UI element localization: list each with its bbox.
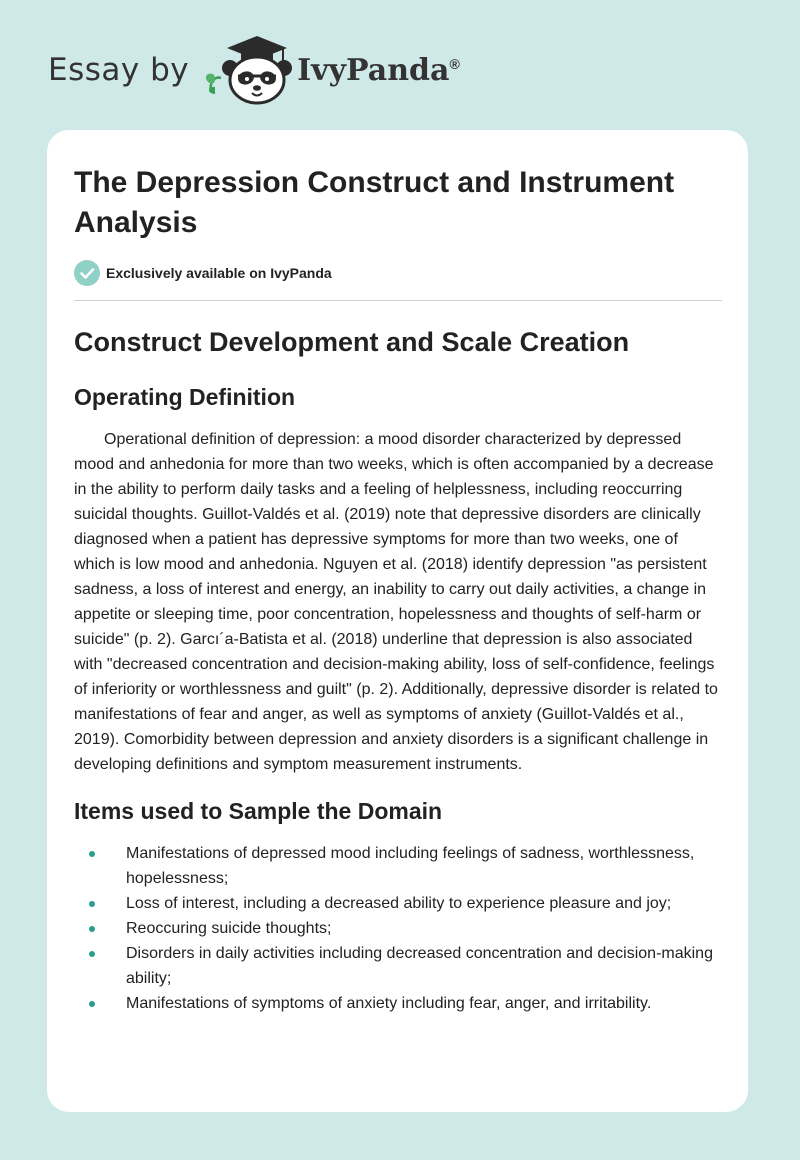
list-item-text: Disorders in daily activities including decreased concentration and decision-making ability; — [126, 945, 713, 987]
registered-mark: ® — [449, 55, 460, 72]
brand-header — [48, 34, 460, 106]
list-item — [126, 991, 722, 1016]
items-list — [74, 841, 722, 1016]
subsection-heading-operating-definition: Operating Definition — [74, 384, 296, 410]
brand-prefix: Essay by — [48, 52, 190, 88]
panda-graduate-icon — [203, 34, 293, 106]
dot-icon — [89, 926, 95, 932]
list-item — [126, 941, 722, 991]
list-item — [126, 841, 722, 891]
definition-paragraph: Operational definition of depression: a mood disorder characterized by depressed mood and anhedonia for more than two weeks, which is often accompanied by a decrease in the ability to perform daily tasks and a feeling of helplessness, including reoccurring suicidal thoughts. Guillot-Valdés et al. (2019) note that depressive disorders are clinically diagnosed when a patient has depressive symptoms for more than two weeks, one of which is low mood and anhedonia. Nguyen et al. (2018) identify depression "as persistent sadness, a loss of interest and energy, an inability to carry out daily activities, a change in appetite or sleeping time, poor concentration, hopelessness and thoughts of self-harm or suicide" (p. 2). Garcı´a-Batista et al. (2018) underline that depression is also associated with "decreased concentration and decision-making ability, loss of self-confidence, feelings of inferiority or worthlessness and guilt" (p. 2). Additionally, depressive disorder is related to manifestations of fear and anger, as well as symptoms of anxiety (Guillot-Valdés et al., 2019). Comorbidity between depression and anxiety disorders is a significant challenge in developing definitions and symptom measurement instruments. — [74, 431, 718, 773]
subsection-heading-items: Items used to Sample the Domain — [74, 798, 443, 824]
dot-icon — [89, 901, 95, 907]
article-title: The Depression Construct and Instrument Analysis — [74, 166, 675, 239]
brand-name — [297, 53, 460, 88]
list-item-text: Loss of interest, including a decreased ability to experience pleasure and joy; — [126, 895, 672, 912]
dot-icon — [89, 851, 95, 857]
check-circle-icon — [74, 260, 100, 286]
section-heading: Construct Development and Scale Creation — [74, 327, 630, 357]
title-divider — [74, 300, 722, 301]
list-item-text: Reoccuring suicide thoughts; — [126, 920, 332, 937]
dot-icon — [89, 951, 95, 957]
article-content — [74, 163, 722, 1016]
article-card — [47, 130, 748, 1112]
list-item — [126, 916, 722, 941]
dot-icon — [89, 1001, 95, 1007]
exclusive-label: Exclusively available on IvyPanda — [106, 265, 332, 281]
brand-name-text: IvyPanda — [297, 52, 450, 88]
exclusive-badge — [74, 260, 722, 286]
list-item-text: Manifestations of symptoms of anxiety including fear, anger, and irritability. — [126, 995, 652, 1012]
list-item-text: Manifestations of depressed mood including feelings of sadness, worthlessness, hopelessness; — [126, 845, 695, 887]
list-item — [126, 891, 722, 916]
